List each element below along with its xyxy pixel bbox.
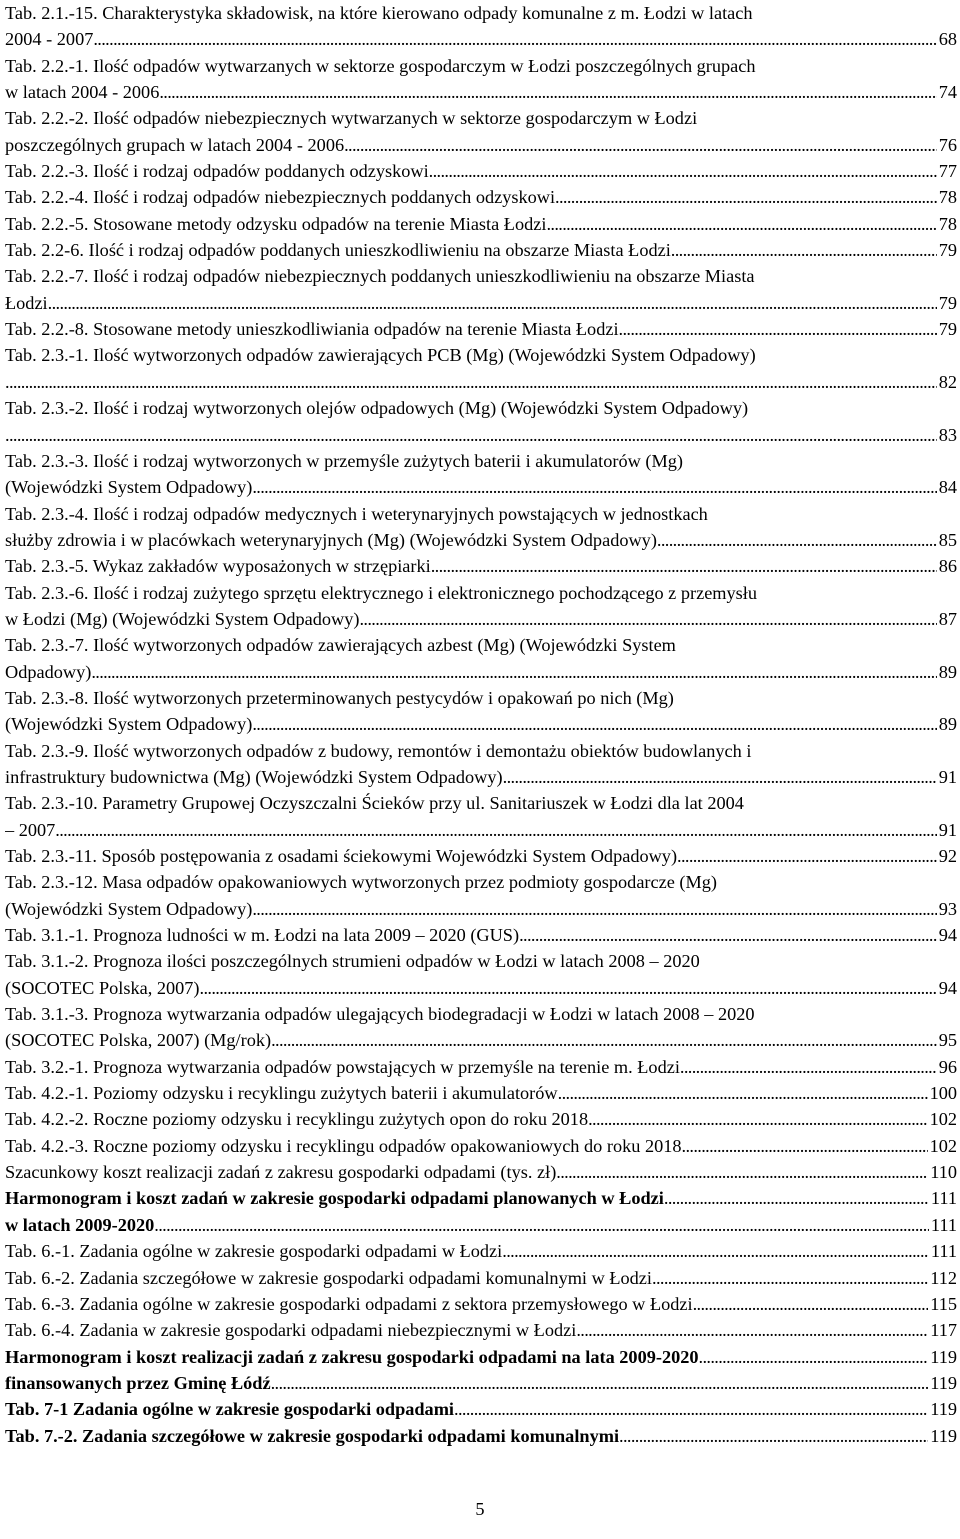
dot-leader <box>588 1106 927 1132</box>
toc-entry-text: Tab. 2.3.-6. Ilość i rodzaj zużytego sprzętu elektrycznego i elektronicznego pochodzącego z przemysłu <box>5 582 758 603</box>
toc-entry-last-line <box>5 316 957 342</box>
dot-leader <box>503 764 937 790</box>
dot-leader <box>344 132 937 158</box>
dot-leader <box>252 474 936 500</box>
toc-entry-text: Tab. 2.2.-1. Ilość odpadów wytwarzanych w sektorze gospodarczym w Łodzi poszczególnych grupach <box>5 55 756 76</box>
toc-page-number: 76 <box>938 134 957 155</box>
toc-entry-last-line <box>5 1370 957 1396</box>
document-page <box>5 0 957 1449</box>
toc-page-number: 78 <box>938 187 957 208</box>
toc-entry-last-line <box>5 1027 957 1053</box>
toc-entry-last-line <box>5 1133 957 1159</box>
toc-entry-text: Odpadowy) <box>5 661 92 682</box>
toc-entry-text: – 2007 <box>5 819 56 840</box>
toc-entry[interactable] <box>5 211 957 237</box>
toc-entry-last-line <box>5 1344 957 1370</box>
toc-entry-text: Tab. 2.3.-12. Masa odpadów opakowaniowych wytworzonych przez podmioty gospodarcze (Mg) <box>5 872 718 893</box>
page-number: 5 <box>475 1499 485 1519</box>
toc-entry[interactable] <box>5 869 957 922</box>
dot-leader <box>431 553 937 579</box>
table-of-contents <box>5 0 957 1449</box>
toc-entry-last-line <box>5 527 957 553</box>
toc-entry-text: Szacunkowy koszt realizacji zadań z zakresu gospodarki odpadami (tys. zł) <box>5 1162 557 1183</box>
toc-entry[interactable] <box>5 1291 957 1317</box>
toc-entry-last-line <box>5 474 957 500</box>
dot-leader <box>91 659 936 685</box>
dot-leader <box>154 1212 929 1238</box>
toc-entry-text: Tab. 2.3.-10. Parametry Grupowej Oczyszczalni Ścieków przy ul. Sanitariuszek w Łodzi dla lat 2004 <box>5 793 744 814</box>
toc-page-number: 87 <box>938 608 957 629</box>
toc-entry-text: Tab. 2.3.-11. Sposób postępowania z osadami ściekowymi Wojewódzki System Odpadowy) <box>5 846 678 866</box>
dot-leader <box>657 527 937 553</box>
toc-entry-text: Tab. 2.2.-5. Stosowane metody odzysku odpadów na terenie Miasta Łodzi <box>5 213 547 234</box>
toc-entry-text: Tab. 6.-4. Zadania w zakresie gospodarki odpadami niebezpiecznymi w Łodzi <box>5 1320 577 1341</box>
dot-leader <box>680 1054 937 1080</box>
toc-entry[interactable] <box>5 501 957 554</box>
toc-entry-last-line <box>5 896 957 922</box>
toc-page-number: 100 <box>929 1083 957 1104</box>
dot-leader <box>5 369 937 395</box>
toc-entry-last-line <box>5 1396 957 1422</box>
toc-entry-last-line <box>5 1185 957 1211</box>
toc-entry-last-line <box>5 237 957 263</box>
toc-entry-last-line <box>5 1106 957 1132</box>
toc-entry-last-line <box>5 132 957 158</box>
toc-entry[interactable] <box>5 1265 957 1291</box>
dot-leader <box>5 422 937 448</box>
toc-page-number: 119 <box>930 1346 957 1367</box>
toc-entry-text: Tab. 2.2.-7. Ilość i rodzaj odpadów niebezpiecznych poddanych unieszkodliwieniu na obszarze Miasta <box>5 266 755 287</box>
dot-leader <box>664 1185 929 1211</box>
toc-entry-text: (Wojewódzki System Odpadowy) <box>5 898 253 919</box>
toc-entry[interactable] <box>5 1317 957 1343</box>
toc-entry-last-line <box>5 553 957 579</box>
toc-page-number: 95 <box>938 1030 957 1051</box>
dot-leader <box>271 1027 937 1053</box>
toc-page-number: 117 <box>930 1320 957 1341</box>
toc-entry-text: 2004 - 2007 <box>5 29 94 50</box>
toc-entry-text: Tab. 2.3.-4. Ilość i rodzaj odpadów medycznych i weterynaryjnych powstających w jednostkach <box>5 503 708 524</box>
toc-entry-text: Tab. 3.1.-3. Prognoza wytwarzania odpadów ulegających biodegradacji w Łodzi w latach 2008 – 2020 <box>5 1004 755 1025</box>
toc-entry-text: Tab. 4.2.-3. Roczne poziomy odzysku i recyklingu odpadów opakowaniowych do roku 2018 <box>5 1135 682 1156</box>
toc-page-number: 91 <box>938 766 957 787</box>
dot-leader <box>55 817 936 843</box>
toc-page-number: 93 <box>938 898 957 919</box>
toc-entry[interactable] <box>5 316 957 342</box>
toc-entry-text: Tab. 2.2.-2. Ilość odpadów niebezpiecznych wytwarzanych w sektorze gospodarczym w Łodzi <box>5 108 698 129</box>
dot-leader <box>652 1265 928 1291</box>
toc-entry[interactable] <box>5 685 957 738</box>
toc-entry-text: Tab. 7.-2. Zadania szczegółowe w zakresie gospodarki odpadami komunalnymi <box>5 1425 620 1446</box>
dot-leader <box>271 1370 929 1396</box>
toc-page-number: 84 <box>938 477 957 498</box>
toc-page-number: 94 <box>938 977 957 998</box>
dot-leader <box>546 211 936 237</box>
toc-entry-text: Tab. 2.3.-3. Ilość i rodzaj wytworzonych w przemyśle zużytych baterii i akumulatorów (Mg) <box>5 450 683 471</box>
toc-entry-text: Harmonogram i koszt realizacji zadań z zakresu gospodarki odpadami na lata 2009-2020 <box>5 1346 699 1367</box>
toc-entry[interactable] <box>5 1238 957 1264</box>
toc-entry-text: Tab. 6.-2. Zadania szczegółowe w zakresie gospodarki odpadami komunalnymi w Łodzi <box>5 1267 652 1288</box>
toc-page-number: 94 <box>938 925 957 946</box>
toc-entry[interactable] <box>5 184 957 210</box>
toc-entry-text: Tab. 3.2.-1. Prognoza wytwarzania odpadów powstających w przemyśle na terenie m. Łodzi <box>5 1056 680 1077</box>
dot-leader <box>699 1344 929 1370</box>
toc-entry[interactable] <box>5 342 957 395</box>
toc-page-number: 91 <box>938 819 957 840</box>
toc-entry[interactable] <box>5 948 957 1001</box>
toc-entry-text: w Łodzi (Mg) (Wojewódzki System Odpadowy) <box>5 608 360 629</box>
toc-page-number: 112 <box>930 1267 957 1288</box>
toc-page-number: 89 <box>938 714 957 735</box>
toc-entry[interactable] <box>5 1106 957 1132</box>
toc-entry-text: Tab. 2.1.-15. Charakterystyka składowisk, na które kierowano odpady komunalne z m. Łodzi w latach <box>5 3 753 23</box>
toc-entry-last-line <box>5 369 957 395</box>
toc-entry-text: Tab. 2.2.-8. Stosowane metody unieszkodliwiania odpadów na terenie Miasta Łodzi <box>5 319 619 340</box>
toc-page-number: 79 <box>938 292 957 313</box>
toc-entry[interactable] <box>5 1396 957 1422</box>
toc-entry-last-line <box>5 1238 957 1264</box>
toc-entry-last-line <box>5 711 957 737</box>
toc-entry-last-line <box>5 290 957 316</box>
toc-entry-last-line <box>5 817 957 843</box>
toc-entry-last-line <box>5 1423 957 1449</box>
dot-leader <box>558 1080 928 1106</box>
toc-entry-text: Tab. 7-1 Zadania ogólne w zakresie gospodarki odpadami <box>5 1399 454 1420</box>
toc-entry-text: Tab. 4.2.-2. Roczne poziomy odzysku i recyklingu zużytych opon do roku 2018 <box>5 1109 589 1130</box>
toc-page-number: 79 <box>938 319 957 340</box>
toc-page-number: 86 <box>938 556 957 577</box>
toc-page-number: 92 <box>938 846 957 866</box>
dot-leader <box>619 316 937 342</box>
toc-entry[interactable] <box>5 790 957 843</box>
toc-entry-text: poszczególnych grupach w latach 2004 - 2006 <box>5 134 345 155</box>
toc-entry-last-line <box>5 1265 957 1291</box>
toc-entry-last-line <box>5 158 957 184</box>
toc-page-number: 89 <box>938 661 957 682</box>
toc-entry-last-line <box>5 1054 957 1080</box>
toc-entry-text: (Wojewódzki System Odpadowy) <box>5 714 253 735</box>
toc-entry[interactable] <box>5 580 957 633</box>
toc-entry[interactable] <box>5 1212 957 1238</box>
toc-entry[interactable] <box>5 53 957 106</box>
dot-leader <box>252 711 936 737</box>
toc-entry-text: infrastruktury budownictwa (Mg) (Wojewódzki System Odpadowy) <box>5 766 503 787</box>
toc-page-number: 79 <box>938 240 957 261</box>
toc-entry[interactable] <box>5 1370 957 1396</box>
toc-entry-text: Łodzi <box>5 292 48 313</box>
dot-leader <box>454 1396 928 1422</box>
dot-leader <box>619 1423 928 1449</box>
toc-page-number: 83 <box>938 424 957 445</box>
toc-entry-text: finansowanych przez Gminę Łódź <box>5 1372 271 1393</box>
toc-entry-last-line <box>5 1080 957 1106</box>
toc-page-number: 111 <box>930 1188 957 1209</box>
toc-entry-text: Tab. 2.2.-4. Ilość i rodzaj odpadów niebezpiecznych poddanych odzyskowi <box>5 187 556 208</box>
toc-entry-last-line <box>5 79 957 105</box>
toc-entry-last-line <box>5 184 957 210</box>
toc-entry-text: Tab. 2.3.-5. Wykaz zakładów wyposażonych w strzępiarki <box>5 556 431 577</box>
toc-entry[interactable] <box>5 1080 957 1106</box>
toc-entry-text: Tab. 2.3.-2. Ilość i rodzaj wytworzonych olejów odpadowych (Mg) (Wojewódzki System Odpadowy) <box>5 398 749 419</box>
toc-entry-text: Tab. 3.1.-1. Prognoza ludności w m. Łodzi na lata 2009 – 2020 (GUS) <box>5 925 520 946</box>
toc-page-number: 111 <box>930 1241 957 1262</box>
toc-page-number: 110 <box>930 1162 957 1183</box>
toc-page-number: 115 <box>930 1293 957 1314</box>
toc-page-number: 119 <box>930 1372 957 1393</box>
dot-leader <box>93 26 936 52</box>
toc-entry-last-line <box>5 26 957 52</box>
toc-entry-last-line <box>5 922 957 948</box>
toc-entry-text: Tab. 2.2.-3. Ilość i rodzaj odpadów poddanych odzyskowi <box>5 161 429 182</box>
toc-entry[interactable] <box>5 237 957 263</box>
toc-entry[interactable] <box>5 395 957 448</box>
toc-entry-last-line <box>5 1212 957 1238</box>
toc-page-number: 119 <box>930 1399 957 1420</box>
toc-entry-last-line <box>5 1159 957 1185</box>
toc-page-number: 102 <box>929 1135 957 1156</box>
toc-entry-text: Tab. 2.3.-7. Ilość wytworzonych odpadów zawierających azbest (Mg) (Wojewódzki System <box>5 635 676 656</box>
toc-entry-text: Tab. 4.2.-1. Poziomy odzysku i recyklingu zużytych baterii i akumulatorów <box>5 1083 558 1104</box>
toc-entry-text: (SOCOTEC Polska, 2007) <box>5 977 200 998</box>
toc-page-number: 96 <box>938 1056 957 1077</box>
toc-entry[interactable] <box>5 1423 957 1449</box>
toc-page-number: 119 <box>930 1425 957 1446</box>
toc-page-number: 78 <box>938 213 957 234</box>
toc-entry[interactable] <box>5 922 957 948</box>
toc-page-number: 77 <box>938 161 957 182</box>
dot-leader <box>200 975 937 1001</box>
toc-entry[interactable] <box>5 1133 957 1159</box>
toc-entry-text: Tab. 2.3.-1. Ilość wytworzonych odpadów zawierających PCB (Mg) (Wojewódzki System Odpadowy) <box>5 345 756 366</box>
toc-entry-text: Tab. 2.2-6. Ilość i rodzaj odpadów poddanych unieszkodliwieniu na obszarze Miasta Łodzi <box>5 240 671 261</box>
toc-entry[interactable] <box>5 1344 957 1370</box>
dot-leader <box>693 1291 929 1317</box>
toc-entry-last-line <box>5 422 957 448</box>
dot-leader <box>682 1133 928 1159</box>
toc-entry-last-line <box>5 975 957 1001</box>
toc-entry-text: Tab. 6.-3. Zadania ogólne w zakresie gospodarki odpadami z sektora przemysłowego w Łodzi <box>5 1293 693 1314</box>
toc-entry-text: Tab. 3.1.-2. Prognoza ilości poszczególnych strumieni odpadów w Łodzi w latach 2008 – 2020 <box>5 951 700 972</box>
toc-entry-text: (Wojewódzki System Odpadowy) <box>5 477 253 498</box>
toc-entry-text: w latach 2004 - 2006 <box>5 82 160 103</box>
dot-leader <box>502 1238 929 1264</box>
dot-leader <box>159 79 936 105</box>
dot-leader <box>359 606 936 632</box>
toc-entry-last-line <box>5 1317 957 1343</box>
toc-entry-last-line <box>5 764 957 790</box>
toc-entry-text: Tab. 2.3.-9. Ilość wytworzonych odpadów z budowy, remontów i demontażu obiektów budowlanych i <box>5 740 752 761</box>
toc-entry[interactable] <box>5 738 957 791</box>
toc-page-number: 102 <box>929 1109 957 1130</box>
toc-page-number: 82 <box>938 371 957 392</box>
toc-entry[interactable] <box>5 158 957 184</box>
toc-entry-text: Tab. 6.-1. Zadania ogólne w zakresie gospodarki odpadami w Łodzi <box>5 1241 503 1262</box>
toc-entry-text: służby zdrowia i w placówkach weterynaryjnych (Mg) (Wojewódzki System Odpadowy) <box>5 529 657 550</box>
toc-entry-last-line <box>5 606 957 632</box>
dot-leader <box>671 237 937 263</box>
toc-entry-text: (SOCOTEC Polska, 2007) (Mg/rok) <box>5 1030 272 1051</box>
dot-leader <box>48 290 937 316</box>
toc-entry-text: Harmonogram i koszt zadań w zakresie gospodarki odpadami planowanych w Łodzi <box>5 1188 664 1209</box>
dot-leader <box>429 158 937 184</box>
toc-entry-last-line <box>5 1291 957 1317</box>
toc-entry[interactable] <box>5 1185 957 1211</box>
toc-entry[interactable] <box>5 263 957 316</box>
toc-entry-text: w latach 2009-2020 <box>5 1214 155 1235</box>
toc-page-number: 68 <box>938 29 957 50</box>
toc-entry[interactable] <box>5 1159 957 1185</box>
toc-entry[interactable] <box>5 105 957 158</box>
dot-leader <box>677 843 937 869</box>
toc-entry[interactable] <box>5 632 957 685</box>
toc-entry[interactable] <box>5 1054 957 1080</box>
toc-page-number: 74 <box>938 82 957 103</box>
toc-page-number: 111 <box>930 1214 957 1235</box>
toc-entry[interactable] <box>5 843 957 869</box>
dot-leader <box>252 896 936 922</box>
toc-entry[interactable] <box>5 448 957 501</box>
toc-entry[interactable] <box>5 553 957 579</box>
toc-entry-text: Tab. 2.3.-8. Ilość wytworzonych przeterminowanych pestycydów i opakowań po nich (Mg) <box>5 687 674 708</box>
toc-entry-last-line <box>5 211 957 237</box>
dot-leader <box>555 184 937 210</box>
toc-page-number: 85 <box>938 529 957 550</box>
toc-entry[interactable] <box>5 1001 957 1054</box>
toc-entry[interactable] <box>5 0 957 53</box>
dot-leader <box>576 1317 928 1343</box>
toc-entry-last-line <box>5 843 957 869</box>
dot-leader <box>556 1159 928 1185</box>
toc-entry-last-line <box>5 659 957 685</box>
dot-leader <box>519 922 937 948</box>
